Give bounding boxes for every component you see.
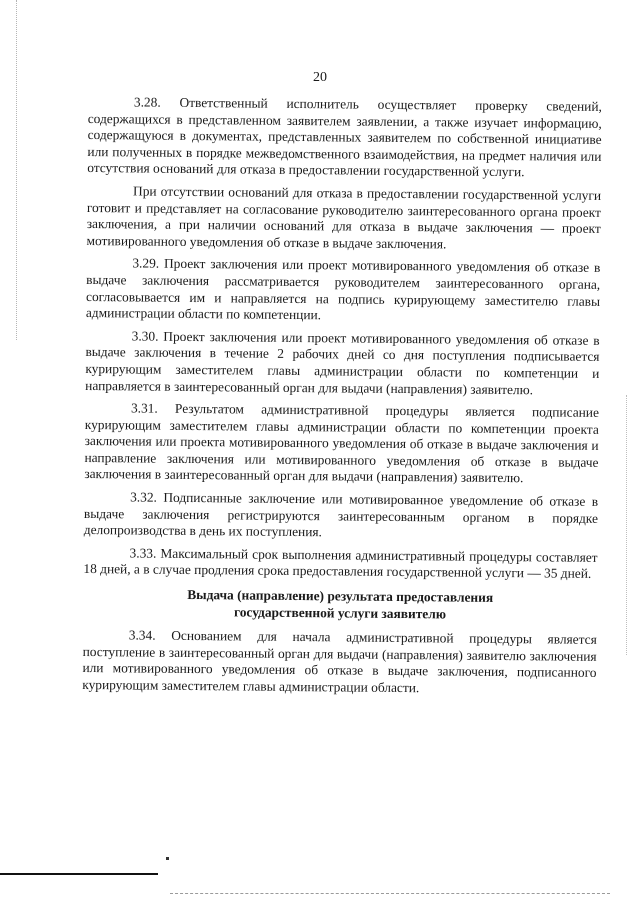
paragraph-3-33: 3.33. Максимальный срок выполнения административный процедуры составляет 18 дней, а в случае продления срока предоставления государственной услуги — 35 дней. (83, 545, 598, 582)
paragraph-3-30: 3.30. Проект заключения или проект мотивированного уведомления об отказе в выдаче заключения в течение 2 рабочих дней со дня поступления подписывается курирующим заместителем главы администрации области по компетенции и направляется в заинтересованный орган для выдачи (направления) заявителю. (85, 328, 600, 397)
scan-margin-artifact (16, 0, 18, 340)
section-heading-line-2: государственной услуги заявителю (233, 604, 447, 622)
scan-margin-artifact (626, 395, 628, 655)
document-body (82, 94, 602, 704)
paragraph-3-29: 3.29. Проект заключения или проект мотивированного уведомления об отказе в выдаче заключения рассматривается руководителем заинтересованного органа, согласовывается им и направляется на подпись курирующему заместителю главы администрации области по компетенции. (85, 255, 601, 323)
paragraph-no-grounds: При отсутствии оснований для отказа в предоставлении государственной услуги готовит и представляет на согласование руководителю заинтересованного органа проект заключения, а при наличии оснований для отказа в выдаче заключения — проект мотивированного уведомления об отказе в выдаче заключения. (86, 183, 602, 252)
paragraph-3-32: 3.32. Подписанные заключение или мотивированное уведомление об отказе в выдаче заключения регистрируются заинтересованным органом в порядке делопроизводства в день их поступления. (83, 489, 599, 540)
scan-speck (166, 857, 169, 860)
paragraph-3-28: 3.28. Ответственный исполнитель осуществляет проверку сведений, содержащихся в представленном заявителем заявлении, а также изучает информацию, содержащуюся в документах, представленных заявителем по собственной инициативе или полученных в порядке межведомственного взаимодействия, на предмет наличия или отсутствия оснований для отказа в предоставлении государственной услуги. (87, 94, 602, 180)
section-heading-line-1: Выдача (направление) результата предоставления (187, 587, 494, 605)
bottom-rule (0, 873, 158, 875)
paragraph-3-34: 3.34. Основанием для начала административной процедуры является поступление в заинтересованный орган для выдачи (направления) заявителю заключения или мотивированного уведомления об отказе в выдаче заключения, подписанного курирующим заместителем главы администрации области. (82, 627, 597, 696)
scan-bottom-artifact (170, 893, 610, 895)
section-heading (83, 586, 597, 624)
page-number: 20 (313, 70, 327, 85)
paragraph-3-31: 3.31. Результатом административной процедуры является подписание курирующим заместителем главы администрации области по компетенции проекта заключения или проекта мотивированного уведомления об отказе в выдаче заключения и направление заключения или мотивированного уведомления об отказе в выдаче заключения в заинтересованный орган для выдачи (направления) заявителю. (84, 400, 600, 486)
